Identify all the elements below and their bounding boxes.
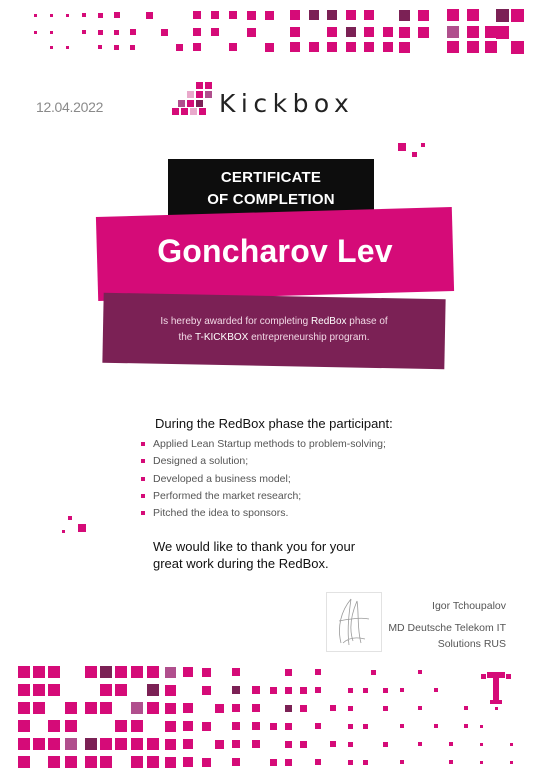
pixel-square xyxy=(131,720,143,732)
pixel-square xyxy=(202,686,211,695)
achievements-list xyxy=(141,436,386,522)
thank-you-line2: great work during the RedBox. xyxy=(153,556,329,571)
pixel-square xyxy=(176,44,183,51)
pixel-square xyxy=(363,760,368,765)
pixel-square xyxy=(232,704,240,712)
pixel-square xyxy=(98,13,103,18)
pixel-square xyxy=(85,702,97,714)
list-item-text: Pitched the idea to sponsors. xyxy=(153,507,289,520)
pixel-square xyxy=(100,738,112,750)
pixel-square xyxy=(348,760,353,765)
pixel-square xyxy=(183,739,193,749)
bullet-square-icon xyxy=(141,477,145,481)
pixel-square xyxy=(346,42,356,52)
pixel-square xyxy=(348,688,353,693)
pixel-square xyxy=(18,756,30,768)
pixel-square xyxy=(165,685,176,696)
pixel-square xyxy=(62,530,65,533)
pixel-square xyxy=(18,684,30,696)
pixel-square xyxy=(330,741,336,747)
pixel-square xyxy=(18,702,30,714)
pixel-square xyxy=(33,738,45,750)
pixel-square xyxy=(131,666,143,678)
pixel-square xyxy=(85,756,97,768)
pixel-square xyxy=(247,11,256,20)
pixel-square xyxy=(147,738,159,750)
pixel-square xyxy=(285,759,292,766)
pixel-square xyxy=(346,10,356,20)
pixel-square xyxy=(247,28,256,37)
pixel-square xyxy=(418,742,422,746)
bullet-square-icon xyxy=(141,511,145,515)
pixel-square xyxy=(165,667,176,678)
pixel-square xyxy=(48,684,60,696)
list-item-text: Developed a business model; xyxy=(153,472,291,485)
pixel-square xyxy=(115,720,127,732)
pixel-square xyxy=(131,738,143,750)
phase-name: RedBox xyxy=(310,316,347,327)
achievements-heading: During the RedBox phase the participant: xyxy=(155,416,393,431)
bullet-square-icon xyxy=(141,494,145,498)
pixel-square xyxy=(202,722,211,731)
list-item-text: Applied Lean Startup methods to problem-solving; xyxy=(153,438,386,450)
recipient-name: Goncharov Lev xyxy=(157,233,393,269)
pixel-square xyxy=(78,524,86,532)
pixel-square xyxy=(85,666,97,678)
description-text: phase of xyxy=(346,316,388,327)
pixel-square xyxy=(146,12,153,19)
pixel-square xyxy=(285,687,292,694)
pixel-square xyxy=(50,46,53,49)
pixel-square xyxy=(383,688,388,693)
pixel-square xyxy=(398,143,406,151)
pixel-square xyxy=(98,30,103,35)
pixel-square xyxy=(399,27,410,38)
pixel-square xyxy=(147,666,159,678)
pixel-square xyxy=(48,666,60,678)
pixel-square xyxy=(48,720,60,732)
thank-you-line1: We would like to thank you for your xyxy=(153,539,356,554)
pixel-square xyxy=(480,743,483,746)
pixel-square xyxy=(447,9,459,21)
pixel-square xyxy=(211,11,219,19)
description-text: entrepreneurship program. xyxy=(248,332,370,343)
pixel-square xyxy=(309,42,319,52)
pixel-square xyxy=(115,666,127,678)
pixel-square xyxy=(48,756,60,768)
pixel-square xyxy=(449,742,453,746)
pixel-square xyxy=(115,738,127,750)
pixel-square xyxy=(421,143,425,147)
pixel-square xyxy=(348,724,353,729)
pixel-square xyxy=(510,761,513,764)
pixel-square xyxy=(467,9,479,21)
pixel-square xyxy=(229,43,237,51)
pixel-square xyxy=(399,42,410,53)
pixel-square xyxy=(130,45,135,50)
pixel-square xyxy=(400,724,404,728)
pixel-square xyxy=(114,12,120,18)
pixel-square xyxy=(147,756,159,768)
signatory-name: Igor Tchoupalov xyxy=(432,600,506,612)
pixel-square xyxy=(371,670,376,675)
thank-you-message xyxy=(153,538,413,572)
pixel-square xyxy=(215,740,224,749)
pixel-square xyxy=(467,41,479,53)
pixel-square xyxy=(265,11,274,20)
pixel-square xyxy=(270,723,277,730)
pixel-square xyxy=(82,13,86,17)
list-item xyxy=(141,453,386,470)
pixel-square xyxy=(315,759,321,765)
pixel-square xyxy=(364,27,374,37)
pixel-square xyxy=(495,707,498,710)
pixel-square xyxy=(270,759,277,766)
pixel-square xyxy=(202,668,211,677)
pixel-square xyxy=(418,670,422,674)
pixel-square xyxy=(66,14,69,17)
pixel-square xyxy=(330,705,336,711)
pixel-square xyxy=(327,10,337,20)
pixel-square xyxy=(183,703,193,713)
telekom-t-icon xyxy=(481,672,511,706)
pixel-square xyxy=(383,742,388,747)
pixel-square xyxy=(383,42,393,52)
program-name: T-KICKBOX xyxy=(194,332,249,343)
pixel-square xyxy=(348,742,353,747)
pixel-square xyxy=(300,705,307,712)
pixel-square xyxy=(193,43,201,51)
pixel-square xyxy=(165,757,176,768)
pixel-square xyxy=(18,666,30,678)
pixel-square xyxy=(100,684,112,696)
pixel-square xyxy=(290,27,300,37)
pixel-square xyxy=(511,41,524,54)
pixel-square xyxy=(252,704,260,712)
pixel-square xyxy=(434,724,438,728)
pixel-square xyxy=(100,702,112,714)
pixel-square xyxy=(464,706,468,710)
pixel-square xyxy=(300,741,307,748)
description-text: Is hereby awarded for completing xyxy=(160,316,311,327)
pixel-square xyxy=(65,738,77,750)
kickbox-logo xyxy=(172,82,382,118)
kickbox-pixel-logo-icon xyxy=(172,82,216,118)
pixel-square xyxy=(418,27,429,38)
award-description xyxy=(103,314,445,346)
pixel-square xyxy=(300,687,307,694)
list-item-text: Performed the market research; xyxy=(153,489,302,502)
pixel-square xyxy=(34,31,37,34)
pixel-square xyxy=(66,46,69,49)
certificate-title-line2: OF COMPLETION xyxy=(207,191,335,208)
signature-box xyxy=(326,592,382,652)
pixel-square xyxy=(327,27,337,37)
list-item xyxy=(141,505,386,522)
pixel-square xyxy=(315,669,321,675)
pixel-square xyxy=(252,722,260,730)
pixel-square xyxy=(464,724,468,728)
pixel-square xyxy=(399,10,410,21)
pixel-square xyxy=(364,42,374,52)
pixel-square xyxy=(33,702,45,714)
pixel-square xyxy=(412,152,417,157)
list-item-text: Designed a solution; xyxy=(153,455,249,468)
pixel-square xyxy=(130,29,136,35)
pixel-square xyxy=(98,45,102,49)
pixel-square xyxy=(33,666,45,678)
pixel-square xyxy=(496,9,509,22)
pixel-square xyxy=(447,26,459,38)
pixel-square xyxy=(285,669,292,676)
pixel-square xyxy=(165,721,176,732)
pixel-square xyxy=(183,667,193,677)
pixel-square xyxy=(309,10,319,20)
pixel-square xyxy=(290,10,300,20)
pixel-square xyxy=(285,723,292,730)
pixel-square xyxy=(65,756,77,768)
pixel-square xyxy=(346,27,356,37)
bullet-square-icon xyxy=(141,442,145,446)
pixel-square xyxy=(114,30,119,35)
pixel-square xyxy=(511,9,524,22)
issue-date: 12.04.2022 xyxy=(36,99,104,115)
pixel-square xyxy=(364,10,374,20)
pixel-square xyxy=(114,45,119,50)
pixel-square xyxy=(383,27,393,37)
pixel-square xyxy=(290,42,300,52)
pixel-square xyxy=(348,706,353,711)
pixel-square xyxy=(480,761,483,764)
pixel-square xyxy=(232,686,240,694)
pixel-square xyxy=(418,706,422,710)
pixel-square xyxy=(18,738,30,750)
pixel-square xyxy=(34,14,37,17)
pixel-square xyxy=(50,14,53,17)
pixel-square xyxy=(147,702,159,714)
pixel-square xyxy=(68,516,72,520)
pixel-square xyxy=(85,738,97,750)
pixel-square xyxy=(363,688,368,693)
pixel-square xyxy=(147,684,159,696)
kickbox-wordmark: Kickbox xyxy=(219,89,355,118)
pixel-square xyxy=(50,31,53,34)
pixel-square xyxy=(270,687,277,694)
pixel-square xyxy=(285,741,292,748)
pixel-square xyxy=(165,703,176,714)
pixel-square xyxy=(100,666,112,678)
pixel-square xyxy=(480,725,483,728)
pixel-square xyxy=(285,705,292,712)
pixel-square xyxy=(252,686,260,694)
pixel-square xyxy=(315,723,321,729)
pixel-square xyxy=(363,724,368,729)
pixel-square xyxy=(193,11,201,19)
pixel-square xyxy=(229,11,237,19)
pixel-square xyxy=(265,43,274,52)
pixel-square xyxy=(48,738,60,750)
pixel-square xyxy=(485,41,497,53)
pixel-square xyxy=(232,740,240,748)
pixel-square xyxy=(131,756,143,768)
pixel-square xyxy=(449,760,453,764)
pixel-square xyxy=(18,720,30,732)
list-item xyxy=(141,488,386,505)
certificate-title-line1: CERTIFICATE xyxy=(220,169,322,186)
pixel-square xyxy=(115,684,127,696)
pixel-square xyxy=(100,756,112,768)
pixel-square xyxy=(447,41,459,53)
pixel-square xyxy=(33,684,45,696)
list-item xyxy=(141,471,386,488)
signatory-title-line1: MD Deutsche Telekom IT xyxy=(388,622,506,634)
pixel-square xyxy=(400,760,404,764)
pixel-square xyxy=(252,740,260,748)
pixel-square xyxy=(131,702,143,714)
signatory xyxy=(388,598,506,652)
handwritten-signature-icon xyxy=(327,593,381,651)
pixel-square xyxy=(232,668,240,676)
pixel-square xyxy=(215,704,224,713)
pixel-square xyxy=(165,739,176,750)
description-text: the xyxy=(178,332,195,343)
pixel-square xyxy=(434,688,438,692)
pixel-square xyxy=(65,720,77,732)
pixel-square xyxy=(82,30,86,34)
pixel-square xyxy=(383,706,388,711)
pixel-square xyxy=(232,758,240,766)
pixel-square xyxy=(232,722,240,730)
pixel-square xyxy=(496,26,509,39)
signatory-title-line2: Solutions RUS xyxy=(437,638,506,650)
pixel-square xyxy=(65,702,77,714)
pixel-square xyxy=(418,10,429,21)
pixel-square xyxy=(467,26,479,38)
pixel-square xyxy=(183,757,193,767)
list-item xyxy=(141,436,386,453)
pixel-square xyxy=(400,688,404,692)
pixel-square xyxy=(161,29,168,36)
pixel-square xyxy=(315,687,321,693)
pixel-square xyxy=(510,743,513,746)
pixel-square xyxy=(327,42,337,52)
bullet-square-icon xyxy=(141,459,145,463)
pixel-square xyxy=(211,28,219,36)
pixel-square xyxy=(193,28,201,36)
pixel-square xyxy=(202,758,211,767)
pixel-square xyxy=(183,721,193,731)
